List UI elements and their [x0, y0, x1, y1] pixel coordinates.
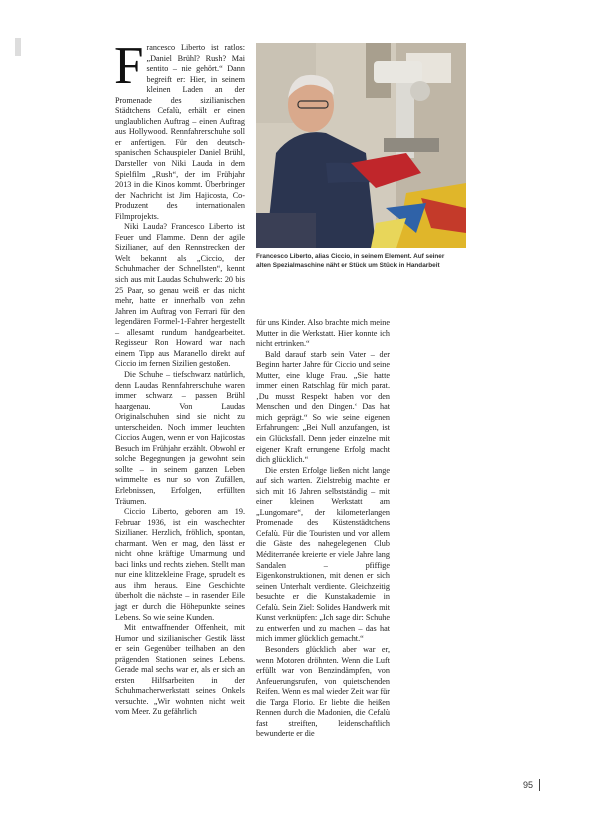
article-paragraph: Ciccio Liberto, geboren am 19. Februar 1936, ist ein waschechter Sizilianer. Herzlich, fröhlich, spontan, charmant. Wen er mag, den lässt er nicht ohne kräftige Umarmung und baci links und rechts ziehen. Stellt man nur eine klitzekleine Frage, sprudelt es aus ihm heraus. Eine Geschichte überholt die nächste – in rasender Eile jagt er durch die Höhepunkte seines Lebens. So wie seine Kunden. [115, 507, 245, 622]
article-column-right [256, 318, 390, 740]
margin-mark [15, 38, 21, 56]
cobbler-photo [256, 43, 466, 248]
article-paragraph: Bald darauf starb sein Vater – der Beginn harter Jahre für Ciccio und seine Mutter, eine kluge Frau. „Sie hatte immer einen Ratschlag für mich parat. ‚Du musst Respekt haben vor den Menschen und den Dingen.‘ Das hat mich geprägt.“ So wie seine eigenen Erfahrungen: „Bei Null anzufangen, ist ein Glücksfall. Denn jeder einzelne mit eigener Kraft errungene Erfolg macht dich glücklich.“ [256, 349, 390, 465]
article-paragraph: Die Schuhe – tiefschwarz natürlich, denn Laudas Rennfahrerschuhe waren immer schwarz – passen Brühl haargenau. Von Laudas Originalschuhen sind sie nicht zu unterscheiden. Noch immer leuchten Ciccios Augen, wenn er von Hajicostas Besuch im Frühjahr erzählt. Obwohl er solche Begegnungen ja gewohnt sein sollte – in seinem ganzen Leben wimmelte es nur so von Zufällen, Erlebnissen, Erfolgen, erfüllten Träumen. [115, 369, 245, 506]
article-paragraph: Die ersten Erfolge ließen nicht lange auf sich warten. Zielstrebig machte er sich mit 16 Jahren selbstständig – mit einer kleinen Werkstatt am „Lungomare“, der kilometerlangen Promenade des Küstenstädtchens Cefalù. Für die Touristen und vor allem die Gäste des nahegelegenen Club Méditerranée kreierte er viele Jahre lang Sandalen – pfiffige Eigenkonstruktionen, mit denen er sich seinen Unterhalt verdiente. Gleichzeitig besuchte er die Kunstakademie in Cefalù. Sein Ziel: Solides Handwerk mit Kunst verknüpfen: „Ich sage dir: Schuhe zu entwerfen und zu machen – das hat mich immer glücklich gemacht.“ [256, 465, 390, 644]
article-paragraph: Besonders glücklich aber war er, wenn Motoren dröhnten. Wenn die Luft erfüllt war von Benzindämpfen, von Anfeuerungsrufen, von quietschenden Reifen. Wenn es mal wieder Zeit war für die Targa Florio. Er liebte die heißen Rennen durch die Madonien, die Cefalù fast streiften, leidenschaftlich bewunderte er die [256, 644, 390, 739]
page-number-rule [539, 779, 540, 791]
page-number: 95 [523, 780, 534, 790]
article-column-left [114, 37, 245, 718]
article-paragraph: für uns Kinder. Also brachte mich meine Mutter in die Werkstatt. Hier konnte ich nicht ertrinken.“ [256, 318, 390, 349]
photo-caption: Francesco Liberto, alias Ciccio, in seinem Element. Auf seiner alten Spezialmaschine näht er Stück um Stück in Handarbeit [256, 253, 445, 269]
article-paragraph: Mit entwaffnender Offenheit, mit Humor und sizilianischer Gestik lässt er sein Gegenüber teilhaben an den prägenden Stationen seines Lebens. Gerade mal sechs war er, als er sich an ersten Hilfsarbeiten in der Schuhmacherwerkstatt seines Onkels versuchte. „Wir wohnten nicht weit vom Meer. Zu gefährlich [115, 623, 245, 717]
drop-cap: F [114, 37, 144, 95]
article-paragraph: Francesco Liberto ist ratlos: „Daniel Brühl? Rush? Mai sentito – nie gehört.“ Dann begreift er: Hier, in seinem kleinen Laden an der Promenade des sizilianischen Städtchens Cefalù, erhält er einen unglaublichen Auftrag – einen Auftrag aus Hollywood. Rennfahrerschuhe soll er anfertigen. Für den deutsch-spanischen Schauspieler Daniel Brühl, Darsteller von Niki Lauda in dem Spielfilm „Rush“, der im Frühjahr 2013 in die Kinos kommt. Überbringer der Nachricht ist Jim Hajicosta, Co-Produzent des internationalen Filmprojekts. [114, 37, 245, 221]
article-paragraph: Niki Lauda? Francesco Liberto ist Feuer und Flamme. Denn der agile Sizilianer, auf den Rennstrecken der Welt bekannt als „Ciccio, der Schuhmacher der Schnellsten“, kennt sich aus mit Laudas Schuhwerk: 20 bis 25 Paar, so genau weiß er das nicht mehr, hatte er innerhalb von zehn Jahren im Auftrag von Ferrari für den legendären Formel-1-Fahrer hergestellt – allesamt rundum handgearbeitet. Regisseur Ron Howard war nach einem Tipp aus Maranello direkt auf Ciccio im fernen Sizilien gestoßen. [115, 222, 245, 369]
